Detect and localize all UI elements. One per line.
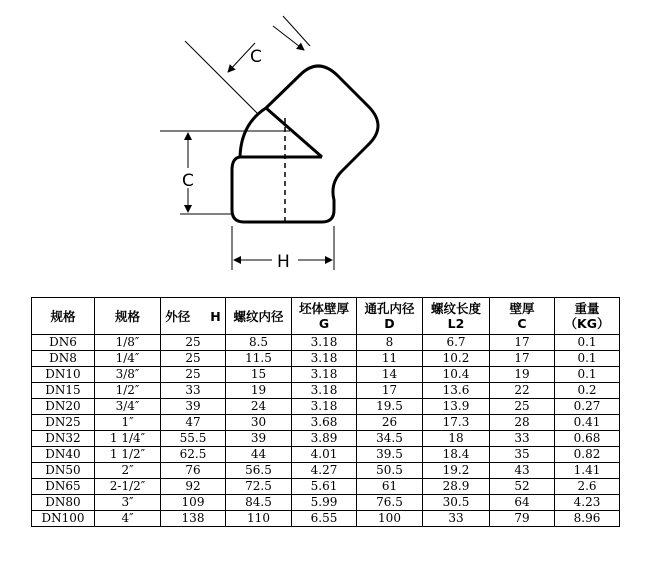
table-cell: 43 bbox=[490, 463, 555, 479]
column-header-4 bbox=[292, 298, 357, 335]
table-row bbox=[32, 383, 620, 399]
table-cell: 0.1 bbox=[555, 351, 620, 367]
table-cell: 55.5 bbox=[161, 431, 226, 447]
table-cell: 1 1/2″ bbox=[95, 447, 161, 463]
label-h: H bbox=[277, 252, 290, 272]
table-cell: 72.5 bbox=[226, 479, 292, 495]
column-header-8 bbox=[555, 298, 620, 335]
table-cell: 33 bbox=[161, 383, 226, 399]
column-header-sub: G bbox=[318, 316, 330, 331]
table-cell: 17 bbox=[357, 383, 423, 399]
column-header-sub: H bbox=[210, 308, 221, 324]
table-cell: 110 bbox=[226, 511, 292, 527]
table-cell: 47 bbox=[161, 415, 226, 431]
table-cell: 4″ bbox=[95, 511, 161, 527]
table-row bbox=[32, 511, 620, 527]
table-cell: 4.01 bbox=[292, 447, 357, 463]
column-header-3 bbox=[226, 298, 292, 335]
column-header-sub: C bbox=[517, 316, 527, 331]
diagonal-extension-tick bbox=[283, 16, 310, 46]
table-cell: 1/2″ bbox=[95, 383, 161, 399]
table-cell: 13.9 bbox=[423, 399, 490, 415]
table-cell: 3.18 bbox=[292, 367, 357, 383]
table-cell: DN80 bbox=[32, 495, 95, 511]
column-header-main: 通孔内径 bbox=[364, 301, 415, 316]
table-cell: 0.82 bbox=[555, 447, 620, 463]
table-cell: 25 bbox=[161, 335, 226, 351]
table-cell: 0.27 bbox=[555, 399, 620, 415]
table-cell: 34.5 bbox=[357, 431, 423, 447]
table-row bbox=[32, 463, 620, 479]
table-cell: DN32 bbox=[32, 431, 95, 447]
table-cell: 3.18 bbox=[292, 335, 357, 351]
specification-table bbox=[31, 297, 620, 527]
column-header-main: 壁厚 bbox=[509, 301, 535, 316]
column-header-sub: L2 bbox=[447, 316, 465, 331]
column-header-main: 螺纹内径 bbox=[233, 308, 284, 324]
column-header-sub: D bbox=[384, 316, 395, 331]
table-cell: 0.1 bbox=[555, 335, 620, 351]
table-cell: 15 bbox=[226, 367, 292, 383]
table-cell: 56.5 bbox=[226, 463, 292, 479]
table-cell: 30.5 bbox=[423, 495, 490, 511]
table-row bbox=[32, 431, 620, 447]
table-cell: 26 bbox=[357, 415, 423, 431]
table-cell: DN6 bbox=[32, 335, 95, 351]
table-cell: 4.27 bbox=[292, 463, 357, 479]
column-header-main: 外径 bbox=[165, 308, 191, 324]
diagonal-dimension-arrow-b bbox=[273, 26, 304, 50]
table-cell: 76.5 bbox=[357, 495, 423, 511]
table-cell: 100 bbox=[357, 511, 423, 527]
table-cell: 25 bbox=[161, 367, 226, 383]
table-row bbox=[32, 479, 620, 495]
table-cell: 6.7 bbox=[423, 335, 490, 351]
table-cell: 10.4 bbox=[423, 367, 490, 383]
table-cell: 28 bbox=[490, 415, 555, 431]
table-cell: 0.68 bbox=[555, 431, 620, 447]
table-cell: 1 1/4″ bbox=[95, 431, 161, 447]
table-cell: 19 bbox=[490, 367, 555, 383]
table-cell: 17.3 bbox=[423, 415, 490, 431]
table-cell: 39 bbox=[226, 431, 292, 447]
table-cell: 3.89 bbox=[292, 431, 357, 447]
table-cell: 52 bbox=[490, 479, 555, 495]
table-cell: 3.18 bbox=[292, 399, 357, 415]
table-cell: 3.68 bbox=[292, 415, 357, 431]
table-cell: 4.23 bbox=[555, 495, 620, 511]
table-cell: 62.5 bbox=[161, 447, 226, 463]
table-cell: 79 bbox=[490, 511, 555, 527]
column-header-1 bbox=[95, 298, 161, 335]
table-cell: 84.5 bbox=[226, 495, 292, 511]
table-row bbox=[32, 399, 620, 415]
table-cell: 2″ bbox=[95, 463, 161, 479]
table-cell: 10.2 bbox=[423, 351, 490, 367]
table-cell: 18.4 bbox=[423, 447, 490, 463]
column-header-main: 重量 bbox=[574, 301, 600, 316]
table-cell: 24 bbox=[226, 399, 292, 415]
table-cell: 28.9 bbox=[423, 479, 490, 495]
table-row bbox=[32, 415, 620, 431]
table-cell: 39.5 bbox=[357, 447, 423, 463]
column-header-main: 坯体壁厚 bbox=[298, 301, 349, 316]
table-cell: 44 bbox=[226, 447, 292, 463]
table-cell: 3/4″ bbox=[95, 399, 161, 415]
table-cell: 1/4″ bbox=[95, 351, 161, 367]
table-cell: 0.41 bbox=[555, 415, 620, 431]
table-cell: 2-1/2″ bbox=[95, 479, 161, 495]
table-cell: 1/8″ bbox=[95, 335, 161, 351]
table-cell: 76 bbox=[161, 463, 226, 479]
table-cell: 33 bbox=[490, 431, 555, 447]
table-cell: DN50 bbox=[32, 463, 95, 479]
table-cell: 17 bbox=[490, 351, 555, 367]
column-header-7 bbox=[490, 298, 555, 335]
table-cell: 19.2 bbox=[423, 463, 490, 479]
table-cell: 50.5 bbox=[357, 463, 423, 479]
table-row bbox=[32, 351, 620, 367]
table-cell: 8.5 bbox=[226, 335, 292, 351]
table-cell: 25 bbox=[490, 399, 555, 415]
table-cell: 19.5 bbox=[357, 399, 423, 415]
table-cell: 1″ bbox=[95, 415, 161, 431]
table-cell: 6.55 bbox=[292, 511, 357, 527]
table-cell: 39 bbox=[161, 399, 226, 415]
table-row bbox=[32, 447, 620, 463]
table-cell: 14 bbox=[357, 367, 423, 383]
table-cell: 11.5 bbox=[226, 351, 292, 367]
table-row bbox=[32, 495, 620, 511]
table-cell: DN15 bbox=[32, 383, 95, 399]
table-cell: 109 bbox=[161, 495, 226, 511]
column-header-sub: （KG） bbox=[564, 316, 610, 331]
table-row bbox=[32, 335, 620, 351]
table-cell: DN100 bbox=[32, 511, 95, 527]
column-header-6 bbox=[423, 298, 490, 335]
column-header-main: 螺纹长度 bbox=[430, 301, 481, 316]
column-header-0 bbox=[32, 298, 95, 335]
table-cell: 3/8″ bbox=[95, 367, 161, 383]
column-header-5 bbox=[357, 298, 423, 335]
table-cell: 11 bbox=[357, 351, 423, 367]
column-header-main: 规格 bbox=[114, 308, 140, 324]
table-cell: 1.41 bbox=[555, 463, 620, 479]
table-body bbox=[32, 335, 620, 527]
label-c-vertical: C bbox=[182, 171, 194, 191]
table-header-row bbox=[32, 298, 620, 335]
table-cell: DN25 bbox=[32, 415, 95, 431]
table-cell: DN40 bbox=[32, 447, 95, 463]
table-cell: 138 bbox=[161, 511, 226, 527]
table-cell: 18 bbox=[423, 431, 490, 447]
label-c-diagonal: C bbox=[250, 47, 262, 67]
table-cell: 3″ bbox=[95, 495, 161, 511]
table-cell: 2.6 bbox=[555, 479, 620, 495]
table-cell: DN65 bbox=[32, 479, 95, 495]
table-cell: 92 bbox=[161, 479, 226, 495]
table-cell: DN10 bbox=[32, 367, 95, 383]
table-cell: 5.61 bbox=[292, 479, 357, 495]
table-cell: 8 bbox=[357, 335, 423, 351]
table-cell: 3.18 bbox=[292, 351, 357, 367]
table-cell: 13.6 bbox=[423, 383, 490, 399]
table-cell: 30 bbox=[226, 415, 292, 431]
table-cell: 3.18 bbox=[292, 383, 357, 399]
table-cell: 8.96 bbox=[555, 511, 620, 527]
table-cell: 0.1 bbox=[555, 367, 620, 383]
table-cell: 61 bbox=[357, 479, 423, 495]
column-header-2 bbox=[161, 298, 226, 335]
table-cell: 22 bbox=[490, 383, 555, 399]
table-cell: DN20 bbox=[32, 399, 95, 415]
table-cell: 64 bbox=[490, 495, 555, 511]
table-cell: 5.99 bbox=[292, 495, 357, 511]
table-cell: 35 bbox=[490, 447, 555, 463]
table-cell: DN8 bbox=[32, 351, 95, 367]
table-cell: 25 bbox=[161, 351, 226, 367]
table-cell: 17 bbox=[490, 335, 555, 351]
table-cell: 19 bbox=[226, 383, 292, 399]
column-header-main: 规格 bbox=[50, 308, 76, 324]
table-cell: 33 bbox=[423, 511, 490, 527]
table-row bbox=[32, 367, 620, 383]
table-cell: 0.2 bbox=[555, 383, 620, 399]
